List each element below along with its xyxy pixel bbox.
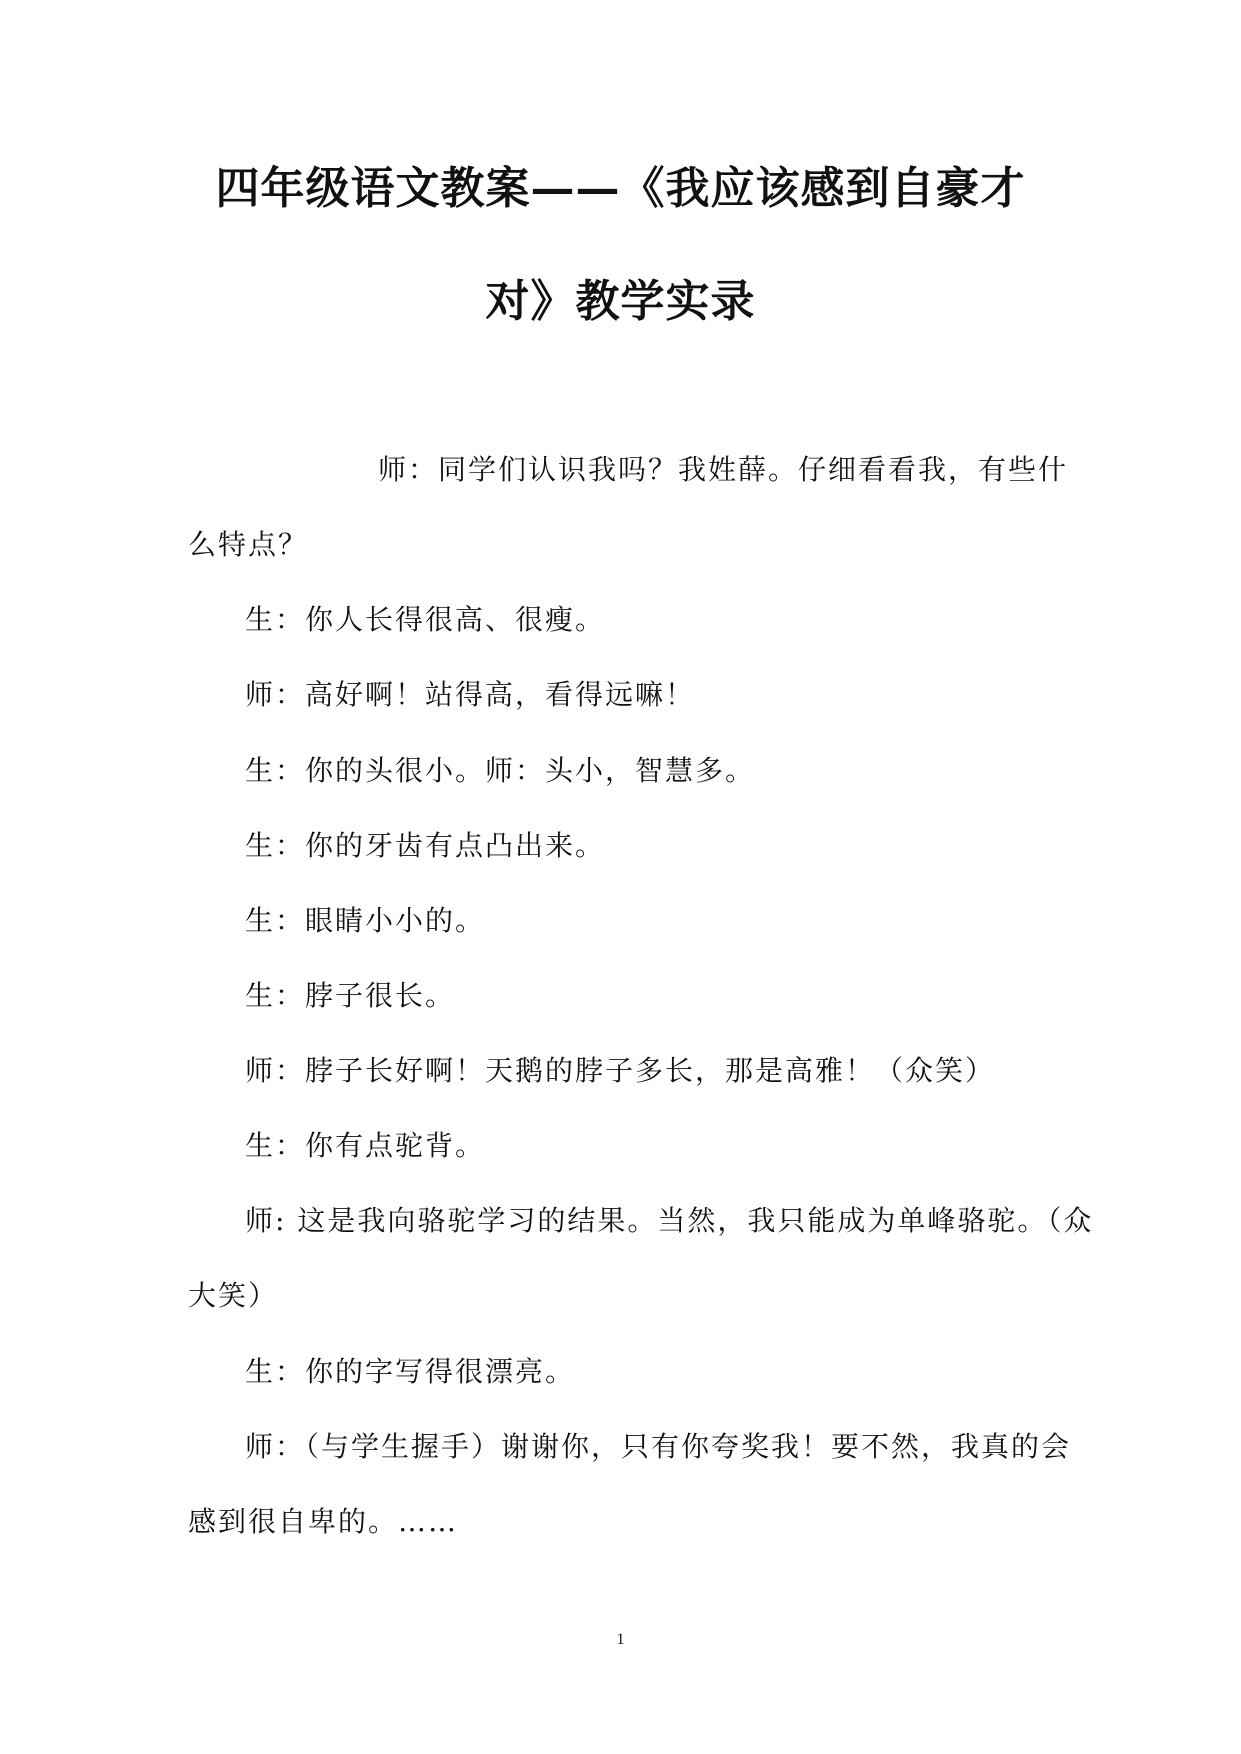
paragraph-line: 么特点？: [188, 528, 309, 561]
page-number: 1: [616, 1631, 625, 1648]
paragraph-line: 师：（与学生握手）谢谢你，只有你夸奖我！要不然，我真的会: [245, 1430, 1072, 1463]
paragraph-line: 感到很自卑的。……: [188, 1505, 459, 1538]
paragraph-line: 生：你人长得很高、很瘦。: [245, 603, 606, 636]
paragraph-line: 大笑）: [188, 1279, 279, 1312]
paragraph-line: 生：眼睛小小的。: [245, 904, 486, 937]
paragraph-line: 生：你的牙齿有点凸出来。: [245, 829, 606, 862]
paragraph-line: 生：脖子很长。: [245, 979, 456, 1012]
paragraph-line: 生：你的头很小。师：头小，智慧多。: [245, 754, 756, 787]
document-title-line-2: 对》教学实录: [485, 276, 756, 327]
paragraph-line: 生：你的字写得很漂亮。: [245, 1355, 576, 1388]
paragraph-line: 师：高好啊！站得高，看得远嘛！: [245, 678, 696, 711]
paragraph-line: 师: 这是我向骆驼学习的结果。当然，我只能成为单峰骆驼。（众: [245, 1204, 1094, 1237]
paragraph-line: 师：脖子长好啊！天鹅的脖子多长，那是高雅！（众笑）: [245, 1054, 996, 1087]
paragraph-line: 生：你有点驼背。: [245, 1129, 486, 1162]
document-title-line-1: 四年级语文教案——《我应该感到自豪才: [215, 163, 1026, 214]
paragraph-line: 师：同学们认识我吗？我姓薛。仔细看看我，有些什: [378, 453, 1069, 486]
